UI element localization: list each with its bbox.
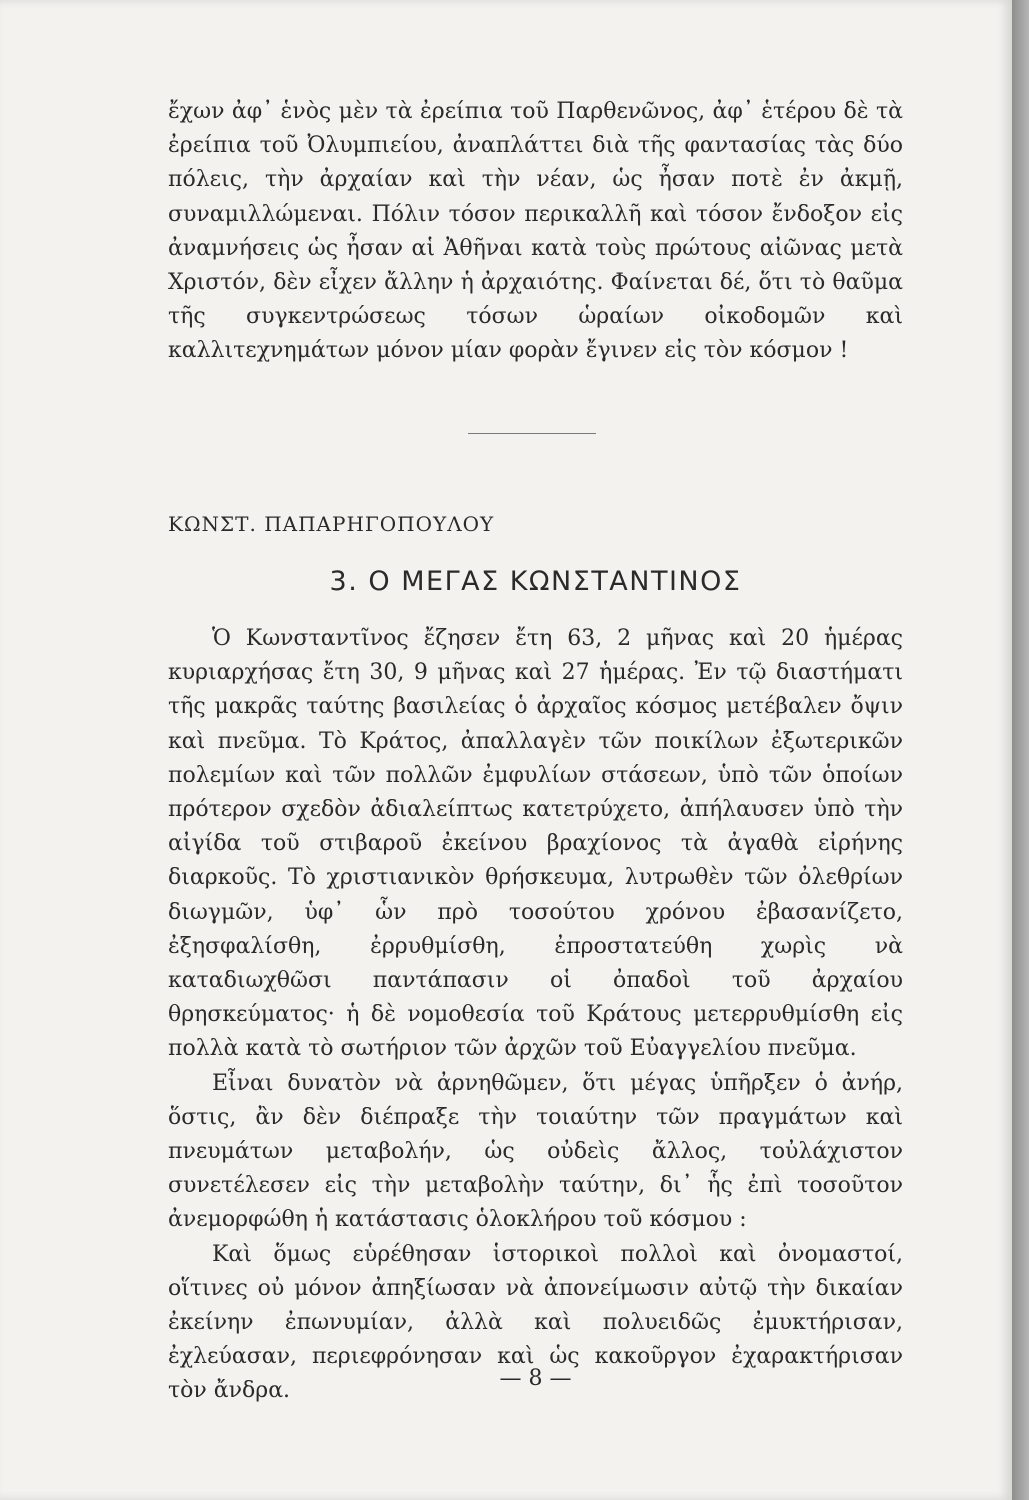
paragraph: Εἶναι δυνατὸν νὰ ἀρνηθῶμεν, ὅτι μέγας ὑπῆρξεν ὁ ἀνήρ, ὅστις, ἂν δὲν διέπραξε τὴν τοιαύτην τῶν πραγμάτων καὶ πνευμάτων μεταβολήν, ὡς οὐδεὶς ἄλλος, τοὐλάχιστον συνετέλεσεν εἰς τὴν μεταβολὴν ταύτην, δι᾽ ἧς ἐπὶ τοσοῦτον ἀνεμορφώθη ἡ κατάστασις ὁλοκλήρου τοῦ κόσμου :	[168, 1070, 903, 1233]
page-number: — 8 —	[499, 1366, 572, 1391]
author-name: ΚΩΝΣΤ. ΠΑΠΑΡΗΓΟΠΟΥΛΟΥ	[168, 512, 495, 536]
paragraph: ἔχων ἀφ᾽ ἑνὸς μὲν τὰ ἐρείπια τοῦ Παρθενῶνος, ἀφ᾽ ἑτέρου δὲ τὰ ἐρείπια τοῦ Ὀλυμπιείου, ἀναπλάττει διὰ τῆς φαντασίας τὰς δύο πόλεις, τὴν ἀρχαίαν καὶ τὴν νέαν, ὡς ἦσαν ποτὲ ἐν ἀκμῇ, συναμιλλώμεναι. Πόλιν τόσον περικαλλῆ καὶ τόσον ἔνδοξον εἰς ἀναμνήσεις ὡς ἦσαν αἱ Ἀθῆναι κατὰ τοὺς πρώτους αἰῶνας μετὰ Χριστόν, δὲν εἶχεν ἄλλην ἡ ἀρχαιότης. Φαίνεται δέ, ὅτι τὸ θαῦμα τῆς συγκεντρώσεως τόσων ὡραίων οἰκοδομῶν καὶ καλλιτεχνημάτων μόνον μίαν φορὰν ἔγινεν εἰς τὸν κόσμον !	[168, 99, 903, 364]
section-divider	[468, 433, 596, 434]
paragraph: Ὁ Κωνσταντῖνος ἔζησεν ἔτη 63, 2 μῆνας καὶ 20 ἡμέρας κυριαρχήσας ἔτη 30, 9 μῆνας καὶ 27 ἡμέρας. Ἐν τῷ διαστήματι τῆς μακρᾶς ταύτης βασιλείας ὁ ἀρχαῖος κόσμος μετέβαλεν ὄψιν καὶ πνεῦμα. Τὸ Κράτος, ἀπαλλαγὲν τῶν ποικίλων ἐξωτερικῶν πολεμίων καὶ τῶν πολλῶν ἐμφυλίων στάσεων, ὑπὸ τῶν ὁποίων πρότερον σχεδὸν ἀδιαλείπτως κατετρύχετο, ἀπήλαυσεν ὑπὸ τὴν αἰγίδα τοῦ στιβαροῦ ἐκείνου βραχίονος τὰ ἀγαθὰ εἰρήνης διαρκοῦς. Τὸ χριστιανικὸν θρήσκευμα, λυτρωθὲν τῶν ὀλεθρίων διωγμῶν, ὑφ᾽ ὧν πρὸ τοσούτου χρόνου ἐβασανίζετο, ἐξησφαλίσθη, ἐρρυθμίσθη, ἐπροστατεύθη χωρὶς νὰ καταδιωχθῶσι παντάπασιν οἱ ὀπαδοὶ τοῦ ἀρχαίου θρησκεύματος· ἡ δὲ νομοθεσία τοῦ Κράτους μετερρυθμίσθη εἰς πολλὰ κατὰ τὸ σωτήριον τῶν ἀρχῶν τοῦ Εὐαγγελίου πνεῦμα.	[168, 626, 903, 1062]
chapter-body	[168, 622, 903, 1409]
chapter-title: 3. Ο ΜΕΓΑΣ ΚΩΝΣΤΑΝΤΙΝΟΣ	[329, 566, 742, 597]
scan-edge	[1012, 0, 1029, 1500]
paragraph: Καὶ ὅμως εὑρέθησαν ἱστορικοὶ πολλοὶ καὶ ὀνομαστοί, οἵτινες οὐ μόνον ἀπηξίωσαν νὰ ἀπονείμωσιν αὐτῷ τὴν δικαίαν ἐκείνην ἐπωνυμίαν, ἀλλὰ καὶ πολυειδῶς ἐμυκτήρισαν, ἐχλεύασαν, περιεφρόνησαν καὶ ὡς κακοῦργον ἐχαρακτήρισαν τὸν ἄνδρα.	[168, 1241, 903, 1404]
continued-paragraph	[168, 95, 903, 369]
